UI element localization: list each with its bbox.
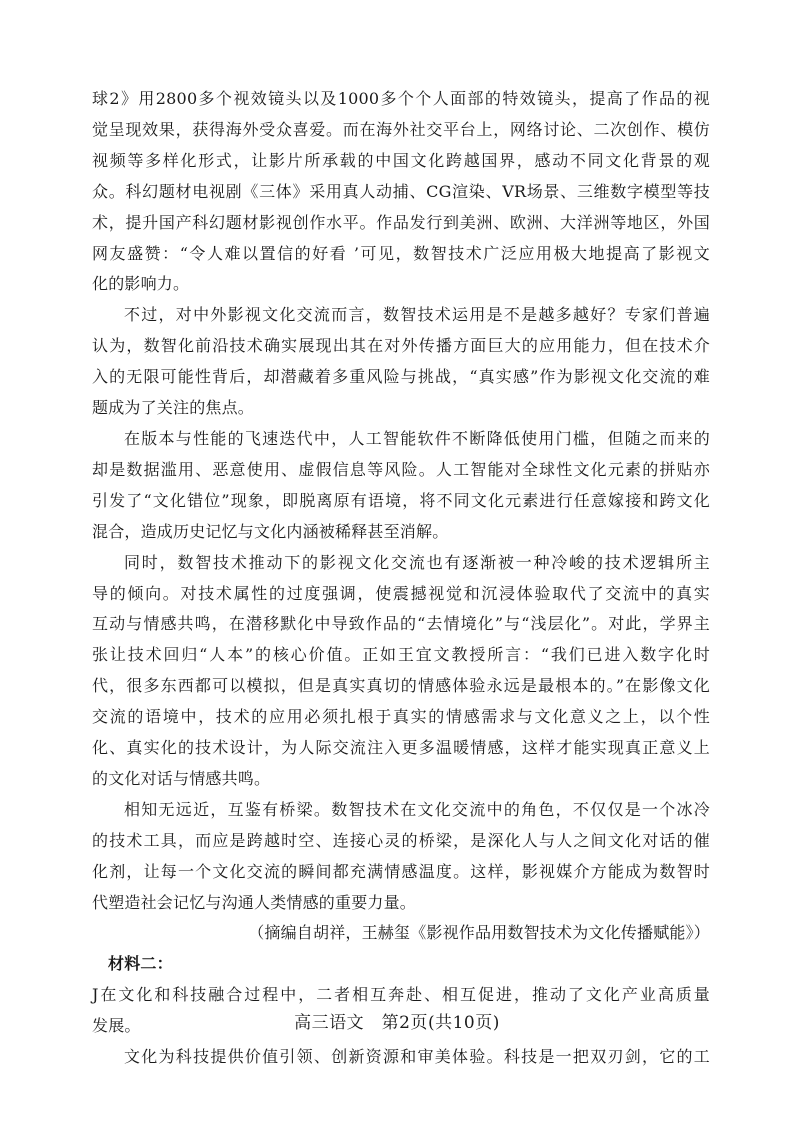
text-line: 化剂，让每一个文化交流的瞬间都充满情感温度。这样，影视媒介方能成为数智时 [92,861,710,881]
text-line: 却是数据滥用、恶意使用、虚假信息等风险。人工智能对全球性文化元素的拼贴亦 [92,459,710,479]
text-line: 互动与情感共鸣，在潜移默化中导致作品的“去情境化”与“浅层化”。对此，学界主 [92,614,710,634]
body-text [92,84,710,1073]
text-line: 题成为了关注的焦点。 [92,398,255,418]
text-line: 张让技术回归“人本”的核心价值。正如王宜文教授所言：“我们已进入数字化时 [92,645,710,665]
text-line: 化、真实化的技术设计，为人际交流注入更多温暖情感，这样才能实现真正意义上 [92,738,710,758]
text-line: 代，很多东西都可以模拟，但是真实真切的情感体验永远是最根本的。”在影像文化 [92,676,710,696]
text-line: 相知无远近，互鉴有桥梁。数智技术在文化交流中的角色，不仅仅是一个冰冷 [124,799,710,819]
text-line: 觉呈现效果，获得海外受众喜爱。而在海外社交平台上，网络讨论、二次创作、模仿 [92,119,710,139]
text-line: 交流的语境中，技术的应用必须扎根于真实的情感需求与文化意义之上，以个性 [92,707,710,727]
text-line: 导的倾向。对技术属性的过度强调，使震撼视觉和沉浸体验取代了交流中的真实 [92,583,710,603]
text-line: 在版本与性能的飞速迭代中，人工智能软件不断降低使用门槛，但随之而来的 [124,428,710,448]
text-line: 代塑造社会记忆与沟通人类情感的重要力量。 [92,892,417,912]
page-footer: 高三语文 第2页(共10页) [294,1013,500,1033]
text-line: 同时，数智技术推动下的影视文化交流也有逐渐被一种冷峻的技术逻辑所主 [124,552,710,572]
text-line: 不过，对中外影视文化交流而言，数智技术运用是不是越多越好？专家们普遍 [124,305,710,325]
text-line: 认为，数智化前沿技术确实展现出其在对外传播方面巨大的应用能力，但在技术介 [92,336,710,356]
text-line: 化的影响力。 [92,274,190,294]
text-line: 的文化对话与情感共鸣。 [92,768,271,788]
text-line: 引发了“文化错位”现象，即脱离原有语境，将不同文化元素进行任意嫁接和跨文化 [92,490,710,510]
text-line: 术，提升国产科幻题材影视创作水平。作品发行到美洲、欧洲、大洋洲等地区，外国 [92,212,710,232]
text-line: 的技术工具，而应是跨越时空、连接心灵的桥梁，是深化人与人之间文化对话的催 [92,830,710,850]
text-line: 发展。 [92,1016,141,1036]
section-label: 材料二： [108,954,173,974]
source-citation: （摘编自胡祥，王赫玺《影视作品用数智技术为文化传播赋能》） [248,923,710,943]
text-line: 网友盛赞：“令人难以置信的好看 ’可见，数智技术广泛应用极大地提高了影视文 [92,243,710,263]
text-line: 混合，造成历史记忆与文化内涵被稀释甚至消解。 [92,521,449,541]
text-line: 文化为科技提供价值引领、创新资源和审美体验。科技是一把双刃剑，它的工 [124,1047,710,1067]
text-line: 众。科幻题材电视剧《三体》采用真人动捕、CG渲染、VR场景、三维数字模型等技 [92,181,710,201]
text-line: J在文化和科技融合过程中，二者相互奔赴、相互促进，推动了文化产业高质量 [92,985,710,1005]
text-line: 球2》用2800多个视效镜头以及1000多个个人面部的特效镜头，提高了作品的视 [92,89,710,108]
text-line: 视频等多样化形式，让影片所承载的中国文化跨越国界，感动不同文化背景的观 [92,150,710,170]
text-line: 入的无限可能性背后，却潜藏着多重风险与挑战，“真实感”作为影视文化交流的难 [92,367,710,387]
